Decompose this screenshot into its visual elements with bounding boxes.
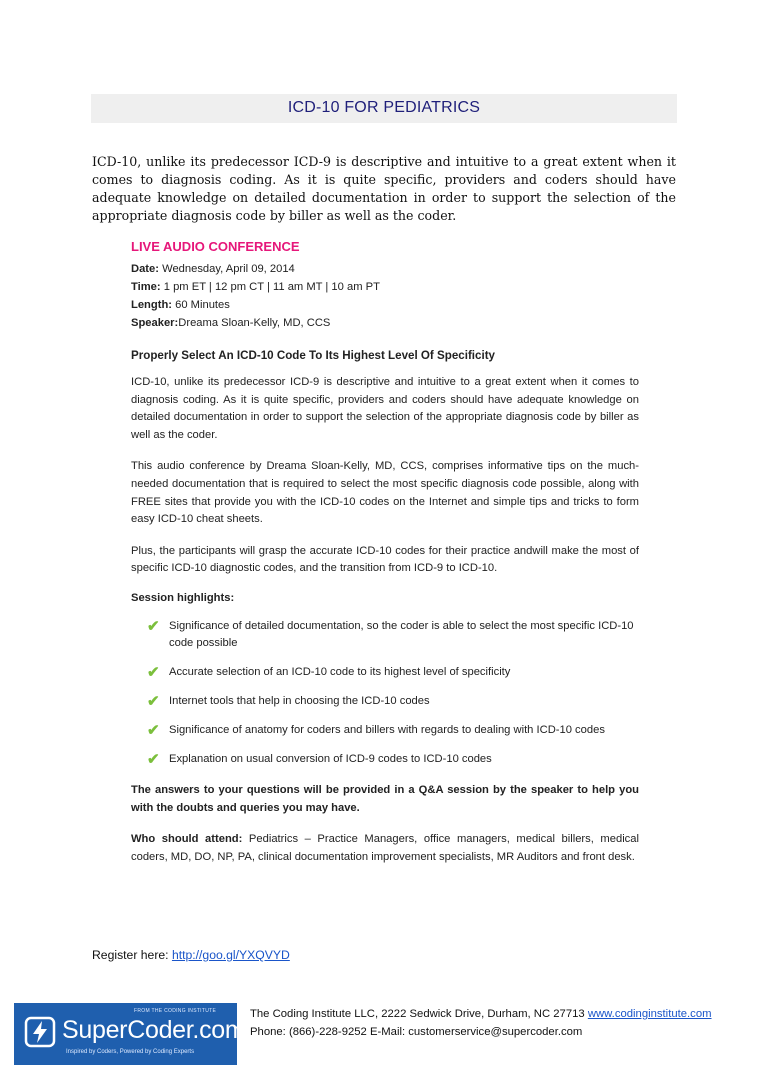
checkmark-icon: ✔: [147, 721, 160, 739]
logo-top-text: FROM THE CODING INSTITUTE: [134, 1008, 217, 1014]
supercoder-logo: [14, 1003, 246, 1065]
page-title: ICD-10 FOR PEDIATRICS: [287, 99, 481, 116]
detail-label: Speaker:: [131, 317, 179, 329]
register-label: Register here:: [92, 948, 172, 962]
list-item: [147, 664, 639, 681]
highlights-list: [147, 618, 639, 768]
checkmark-icon: ✔: [147, 692, 160, 710]
footer-address: The Coding Institute LLC, 2222 Sedwick Drive, Durham, NC 27713: [250, 1008, 588, 1020]
flyer-subheading: Properly Select An ICD-10 Code To Its Highest Level Of Specificity: [131, 349, 496, 362]
register-line: [92, 948, 290, 962]
attend-text: Pediatrics – Practice Managers, office managers, medical billers, medical coders, MD, DO, NP, PA, clinical documentation improvement specialists, MR Auditors and front desk.: [131, 833, 639, 863]
checkmark-icon: ✔: [147, 663, 160, 681]
footer-contact: [250, 1005, 712, 1041]
list-item: [147, 722, 639, 739]
logo-name: SuperCoder.com: [62, 1016, 246, 1044]
intro-paragraph: ICD-10, unlike its predecessor ICD-9 is descriptive and intuitive to a great extent when it comes to diagnosis coding. As it is quite specific, providers and coders should have adequate knowledge on detailed documentation in order to support the selection of the appropriate diagnosis code by biller as well as the coder.: [92, 154, 676, 223]
logo-tagline: Inspired by Coders, Powered by Coding Experts: [66, 1049, 195, 1055]
detail-length: [131, 296, 639, 314]
checkmark-icon: ✔: [147, 617, 160, 635]
checkmark-icon: ✔: [147, 750, 160, 768]
detail-speaker: [131, 314, 639, 332]
flyer-paragraph: ICD-10, unlike its predecessor ICD-9 is descriptive and intuitive to a great extent when it comes to diagnosis coding. As it is quite specific, providers and coders should have adequate knowledge on detailed documentation in order to support the selection of the appropriate diagnosis code by biller as well as the coder.: [131, 376, 639, 441]
detail-value: 1 pm ET | 12 pm CT | 11 am MT | 10 am PT: [160, 281, 380, 293]
highlights-title: Session highlights:: [131, 591, 235, 604]
detail-value: Dreama Sloan-Kelly, MD, CCS: [178, 317, 331, 329]
detail-value: 60 Minutes: [172, 299, 230, 311]
register-link[interactable]: http://goo.gl/YXQVYD: [171, 948, 290, 962]
conference-flyer: [131, 239, 639, 880]
list-item-text: Explanation on usual conversion of ICD-9 codes to ICD-10 codes: [169, 752, 492, 765]
flyer-paragraph: This audio conference by Dreama Sloan-Kelly, MD, CCS, comprises informative tips on the much-needed documentation that is required to select the most specific diagnosis code possible, along with FREE sites that provide you with the ICD-10 codes on the Internet and simple tips and tricks to form easy ICD-10 cheat sheets.: [131, 460, 639, 526]
footer-website-link[interactable]: www.codinginstitute.com: [587, 1008, 712, 1020]
list-item-text: Accurate selection of an ICD-10 code to its highest level of specificity: [169, 665, 511, 678]
flyer-heading: LIVE AUDIO CONFERENCE: [131, 239, 300, 254]
list-item: [147, 751, 639, 768]
detail-label: Length:: [131, 299, 173, 311]
flyer-paragraph: Plus, the participants will grasp the accurate ICD-10 codes for their practice andwill make the most of specific ICD-10 diagnostic codes, and the transition from ICD-9 to ICD-10.: [131, 544, 639, 575]
detail-value: Wednesday, April 09, 2014: [158, 263, 295, 275]
detail-label: Time:: [131, 281, 161, 293]
list-item: [147, 693, 639, 710]
detail-date: [131, 260, 639, 278]
detail-time: [131, 278, 639, 296]
detail-label: Date:: [131, 263, 159, 275]
list-item-text: Significance of detailed documentation, so the coder is able to select the most specific ICD-10 code possible: [169, 619, 634, 649]
list-item-text: Significance of anatomy for coders and billers with regards to dealing with ICD-10 codes: [169, 723, 605, 736]
list-item-text: Internet tools that help in choosing the ICD-10 codes: [169, 694, 430, 707]
lightning-bolt-icon: [24, 1016, 56, 1048]
footer-contact-line: Phone: (866)-228-9252 E-Mail: customerservice@supercoder.com: [250, 1026, 583, 1038]
title-bar: [91, 94, 677, 123]
footer-address-line: [250, 1005, 712, 1023]
qa-paragraph: The answers to your questions will be provided in a Q&A session by the speaker to help you with the doubts and queries you may have.: [131, 783, 639, 814]
attend-paragraph: [131, 831, 639, 866]
list-item: [147, 618, 639, 652]
attend-label: Who should attend:: [131, 833, 243, 846]
